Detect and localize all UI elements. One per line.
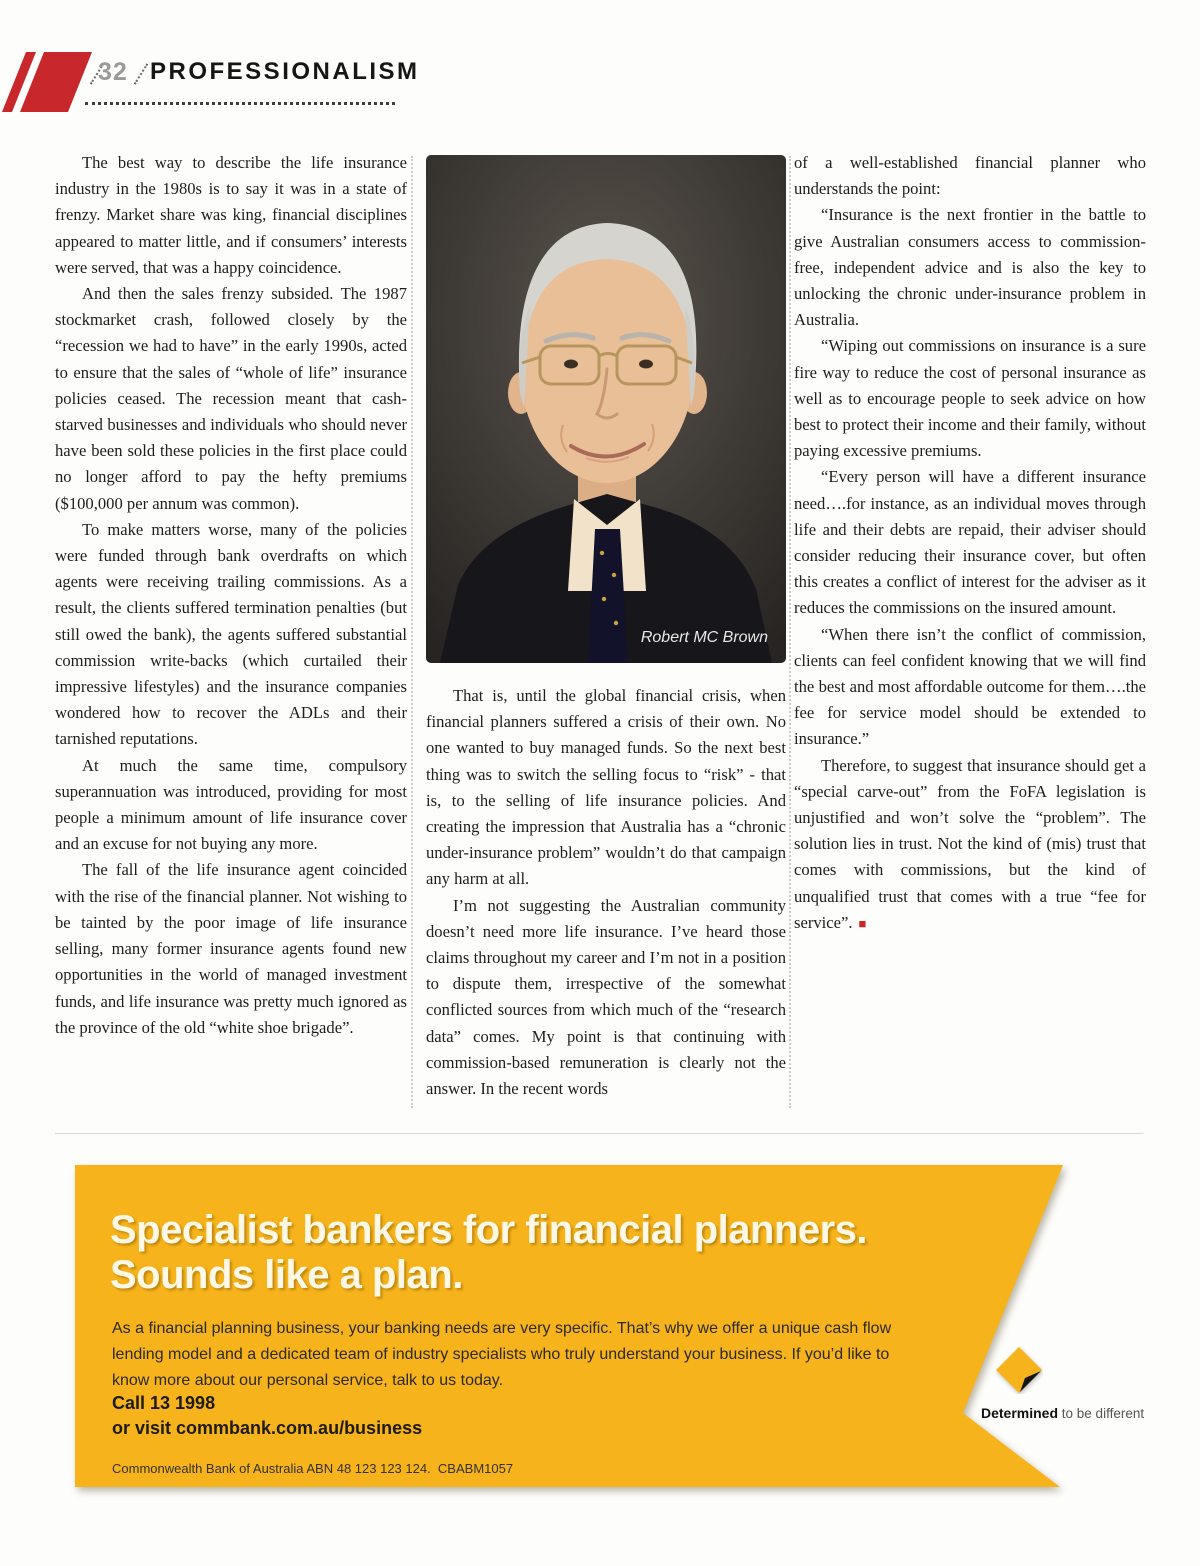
ad-tagline-rest: to be different (1058, 1406, 1145, 1421)
horizontal-rule (55, 1133, 1143, 1134)
portrait-photo (426, 155, 786, 663)
article-paragraph: “Wiping out commissions on insurance is a sure fire way to reduce the cost of personal insurance as well as to encourage people to seek advice on how best to protect their income and their family, without paying excessive premiums. (794, 336, 1146, 461)
column-separator (411, 156, 413, 1108)
commbank-logo-icon (995, 1346, 1043, 1394)
ad-tagline-bold: Determined (981, 1405, 1059, 1421)
article-column-1 (55, 150, 407, 1041)
article-paragraph: I’m not suggesting the Australian community doesn’t need more life insurance. I’ve heard those claims throughout my career and I’m not in a position to dispute them, irrespective of the somewhat conflicted sources from which much of the “research data” comes. My point is that continuing with commission-based remuneration is clearly not the answer. In the recent words (426, 895, 786, 1099)
article-paragraph: To make matters worse, many of the policies were funded through bank overdrafts on which agents were receiving trailing commissions. As a result, the clients suffered termination penalties (but still owed the bank), the agents suffered substantial commission write-backs (which curtailed their impressive lifestyles) and the insurance companies wondered how to recover the ADLs and their tarnished reputations. (55, 519, 407, 749)
article-paragraph: The best way to describe the life insurance industry in the 1980s is to say it was in a state of frenzy. Market share was king, financial disciplines appeared to matter little, and if consumers’ interests were served, that was a happy coincidence. (55, 153, 407, 277)
article-paragraph: At much the same time, compulsory superannuation was introduced, providing for most people a minimum amount of life insurance cover and an excuse for not buying any more. (55, 755, 407, 854)
ad-headline-line1: Specialist bankers for financial planners. (110, 1208, 868, 1252)
dotted-rule (85, 76, 395, 105)
ad-phone-number: Call 13 1998 (112, 1393, 216, 1413)
column-separator (789, 156, 791, 1108)
red-flag-decoration (2, 52, 98, 112)
article-paragraph: of a well-established financial planner who understands the point: (794, 153, 1146, 199)
article-paragraph: “Insurance is the next frontier in the battle to give Australian consumers access to commission-free, independent advice and is also the key to unlocking the chronic under-insurance problem in Australia. (794, 205, 1146, 330)
commbank-advertisement (0, 1150, 1200, 1550)
photo-caption: Robert MC Brown (640, 628, 768, 646)
ad-headline (110, 1208, 867, 1298)
section-title: PROFESSIONALISM (150, 58, 420, 85)
ad-body-text: As a financial planning business, your banking needs are very specific. That’s why we offer a unique cash flow lending model and a dedicated team of industry specialists who truly understand your business. If you’d like to know more about our personal service, talk to us today. (112, 1320, 892, 1389)
article-paragraph: “Every person will have a different insurance need….for instance, as an individual moves through life and their debts are repaid, their adviser should consider reducing their insurance cover, but often this creates a conflict of interest for the adviser as it reduces the commissions on the insured amount. (794, 467, 1146, 618)
ad-tagline (981, 1405, 1151, 1421)
article-paragraph: That is, until the global financial crisis, when financial planners suffered a crisis of their own. No one wanted to buy managed funds. So the next best thing was to switch the selling focus to “risk” - that is, to the selling of life insurance policies. And creating the impression that Australia has a “chronic under-insurance problem” wouldn’t do that campaign any harm at all. (426, 686, 786, 889)
portrait-photo-illustration (426, 155, 786, 663)
article-paragraph: And then the sales frenzy subsided. The 1987 stockmarket crash, followed closely by the “recession we had to have” in the early 1990s, acted to ensure that the sales of “whole of life” insurance policies ceased. The recession meant that cash-starved businesses and individuals who should never have been sold these policies in the first place could no longer afford to pay the hefty premiums ($100,000 per annum was common). (55, 284, 407, 513)
article-column-2-text (426, 683, 786, 1102)
article-paragraph: “When there isn’t the conflict of commission, clients can feel confident knowing that we will find the best and most affordable outcome for them….the fee for service model should be extended to insurance.” (794, 624, 1146, 749)
article-paragraph: The fall of the life insurance agent coincided with the rise of the financial planner. Not wishing to be tainted by the poor image of life insurance selling, many former insurance agents found new opportunities in the world of managed investment funds, and life insurance was pretty much ignored as the province of the old “white shoe brigade”. (55, 860, 407, 1037)
ad-fine-print: Commonwealth Bank of Australia ABN 48 123 123 124. CBABM1057 (112, 1461, 514, 1476)
page-number: 32 (98, 58, 128, 86)
ad-website-url: or visit commbank.com.au/business (112, 1418, 423, 1438)
article-end-mark: ■ (858, 915, 867, 931)
article-column-2 (426, 150, 786, 1102)
ad-headline-line2: Sounds like a plan. (110, 1253, 463, 1297)
article-paragraph: Therefore, to suggest that insurance should get a “special carve-out” from the FoFA legislation is unjustified and won’t solve the “problem”. The solution lies in trust. Not the kind of (mis) trust that comes with commissions, but the kind of unqualified trust that comes with a true “fee for service”. ■ (794, 755, 1146, 932)
article-column-3 (794, 150, 1146, 937)
